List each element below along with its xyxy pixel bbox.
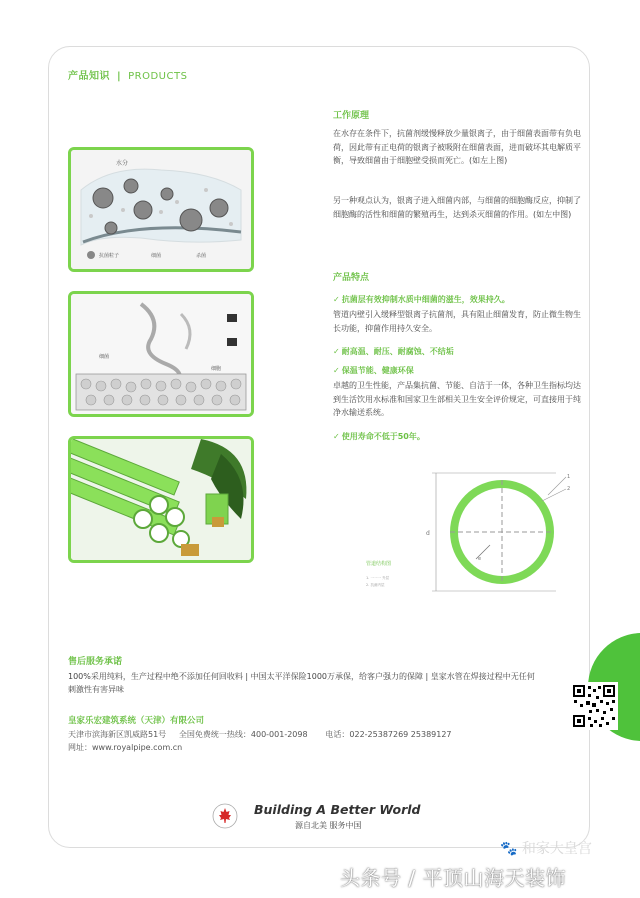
slogan: Building A Better World (254, 802, 421, 817)
check-icon: ✓ (333, 432, 340, 441)
label-bacteria: 细菌 (151, 253, 162, 259)
label-bacteria-2: 细菌 (99, 354, 110, 360)
diagram-caption: 管道结构图 (366, 561, 392, 567)
pipe-cross-section-diagram (366, 465, 586, 600)
qr-code-image (570, 682, 618, 730)
pipes-photo (68, 436, 254, 563)
section-header (68, 67, 187, 82)
silver-ion-illustration (68, 147, 254, 272)
company-address: 天津市滨海新区凯威路51号 (68, 730, 167, 739)
company-address-line (68, 729, 452, 740)
maple-leaf-logo (212, 803, 238, 829)
feature-4-title-text: 使用寿命不低于50年。 (341, 432, 425, 441)
header-separator: | (116, 71, 122, 82)
svg-text:2: 2 (567, 486, 571, 492)
feature-3-text: 卓越的卫生性能，产品集抗菌、节能、自洁于一体，各种卫生指标均达到生活饮用水标准和国家卫生部相关卫生安全评价规定，可直接用于纯净水输送系统。 (333, 381, 581, 417)
dim-e: e (478, 556, 482, 562)
check-icon: ✓ (333, 295, 340, 304)
feature-2-title-text: 耐高温、耐压、耐腐蚀、不结垢 (341, 347, 454, 356)
label-cell: 细胞 (211, 366, 222, 372)
mechanism-illustration (68, 291, 254, 417)
label-silver-ion: 抗菌粒子 (99, 253, 120, 259)
pipe-diagram-graphic (366, 465, 586, 600)
label-kill: 杀菌 (196, 253, 207, 259)
feature-4-title (333, 431, 425, 442)
company-phone: 电话：022-25387269 25389127 (325, 730, 452, 739)
feature-3-title (333, 365, 414, 376)
company-hotline: 全国免费统一热线：400-001-2098 (178, 730, 308, 739)
label-water: 水分 (116, 160, 129, 167)
qr-code-graphic (572, 684, 616, 728)
check-icon: ✓ (333, 366, 340, 375)
watermark-corner: 🐾 和家大皇宫 (500, 841, 592, 857)
feature-1-text: 管道内壁引入缓释型银离子抗菌剂，具有阻止细菌发育，防止微生物生长功能，抑菌作用持久安全。 (333, 310, 581, 333)
principle-para-1: 在水存在条件下，抗菌剂缓慢释放少量银离子，由于细菌表面带有负电荷，因此带有正电荷的银离子被吸附在细菌表面，进而破坏其电解质平衡，导致细菌由于细胞壁受损而死亡。(如左上图) (333, 129, 581, 165)
service-title: 售后服务承诺 (68, 657, 123, 667)
header-zh: 产品知识 (68, 71, 110, 82)
mechanism-graphic (71, 294, 251, 414)
principle-title: 工作原理 (333, 111, 370, 121)
watermark-text: 头条号 / 平顶山海天装饰 (340, 866, 566, 890)
feature-3-title-text: 保温节能、健康环保 (341, 366, 414, 375)
company-website[interactable]: 网址：www.royalpipe.com.cn (68, 743, 183, 752)
feature-2-title (333, 346, 454, 357)
feature-1-title-text: 抗菌层有效抑制水质中细菌的滋生，效果持久。 (341, 295, 510, 304)
header-en: PRODUCTS (128, 71, 188, 82)
diagram-item-2: 2. 抗菌内层 (366, 583, 385, 587)
silver-ion-graphic (71, 150, 251, 269)
feature-1-title (333, 294, 510, 305)
pipes-graphic (71, 439, 251, 560)
features-title: 产品特点 (333, 273, 370, 283)
svg-text:1: 1 (567, 474, 571, 480)
dim-d: d (426, 530, 430, 537)
sub-slogan: 源自北美 服务中国 (295, 821, 362, 830)
diagram-item-1: 1. 一一一 外层 (366, 576, 390, 580)
service-text: 100%采用纯料，生产过程中绝不添加任何回收料 | 中国太平洋保险1000万承保，给客户强力的保障 | 皇家水管在焊接过程中无任何刺激性有害异味 (68, 672, 535, 694)
company-name: 皇家乐宏建筑系统（天津）有限公司 (68, 716, 205, 726)
check-icon: ✓ (333, 347, 340, 356)
principle-para-2: 另一种观点认为，银离子进入细菌内部，与细菌的细胞酶反应，抑制了细胞酶的活性和细菌的繁殖再生，达到杀灭细菌的作用。(如左中图) (333, 196, 581, 219)
